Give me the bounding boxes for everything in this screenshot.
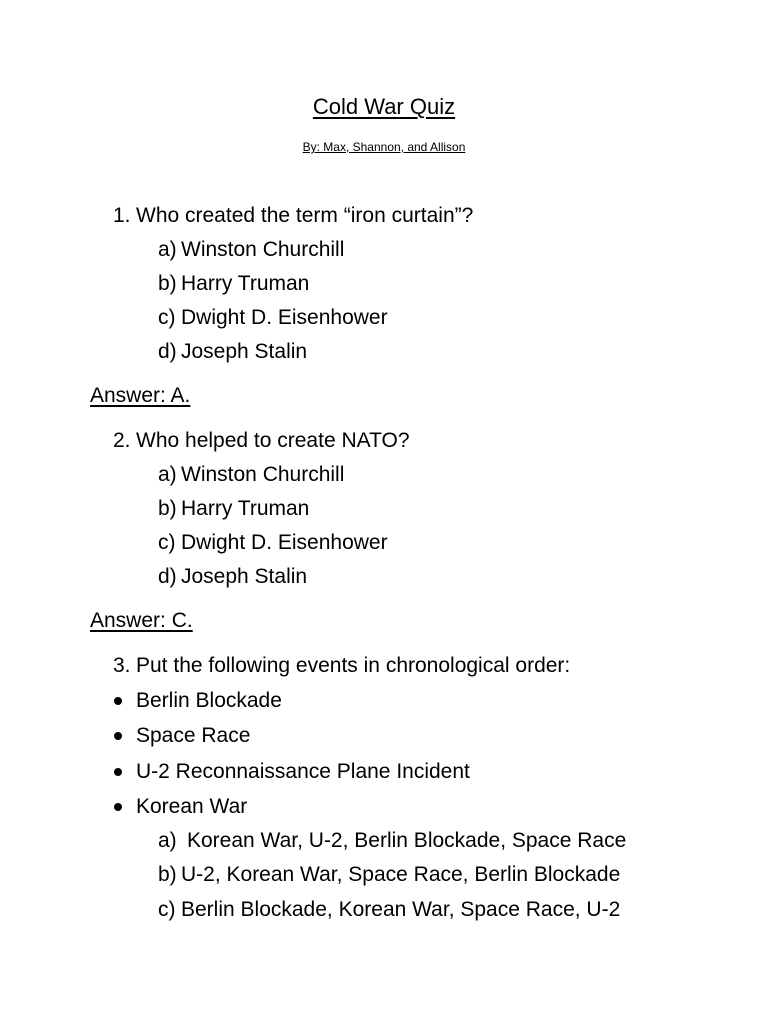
option-text: Joseph Stalin — [181, 565, 308, 588]
author-byline: By: Max, Shannon, and Allison — [302, 140, 466, 154]
option-letter: a) — [158, 238, 177, 261]
option-letter: c) — [158, 898, 176, 921]
option-text: Winston Churchill — [181, 463, 345, 486]
option-letter: b) — [158, 863, 177, 886]
option-text: U-2, Korean War, Space Race, Berlin Blockade — [181, 863, 621, 886]
option-text: Dwight D. Eisenhower — [181, 306, 388, 329]
question-number: 1. — [113, 204, 131, 227]
bullet-icon — [114, 768, 122, 776]
bullet-icon — [114, 697, 122, 705]
bullet-text: Space Race — [136, 724, 251, 747]
question-text: Put the following events in chronological order: — [136, 654, 571, 677]
option-text: Winston Churchill — [181, 238, 345, 261]
option-text: Dwight D. Eisenhower — [181, 531, 388, 554]
option-letter: b) — [158, 272, 177, 295]
option-letter: d) — [158, 565, 177, 588]
option-letter: c) — [158, 531, 176, 554]
option-letter: b) — [158, 497, 177, 520]
option-letter: a) — [158, 463, 177, 486]
option-letter: c) — [158, 306, 176, 329]
option-text: Berlin Blockade, Korean War, Space Race, U-2 — [181, 898, 621, 921]
question-text: Who created the term “iron curtain”? — [136, 204, 474, 227]
option-letter: d) — [158, 340, 177, 363]
bullet-text: Korean War — [136, 795, 248, 818]
option-letter: a) — [158, 829, 177, 852]
bullet-icon — [114, 732, 122, 740]
question-number: 2. — [113, 429, 131, 452]
option-text: Harry Truman — [181, 272, 310, 295]
question-number: 3. — [113, 654, 131, 677]
option-text: Korean War, U-2, Berlin Blockade, Space Race — [187, 829, 627, 852]
page-title: Cold War Quiz — [312, 94, 456, 119]
answer-label: Answer: C. — [90, 609, 193, 632]
bullet-text: U-2 Reconnaissance Plane Incident — [136, 760, 470, 783]
question-text: Who helped to create NATO? — [136, 429, 410, 452]
bullet-text: Berlin Blockade — [136, 689, 282, 712]
option-text: Joseph Stalin — [181, 340, 308, 363]
option-text: Harry Truman — [181, 497, 310, 520]
answer-label: Answer: A. — [90, 384, 191, 407]
bullet-icon — [114, 803, 122, 811]
